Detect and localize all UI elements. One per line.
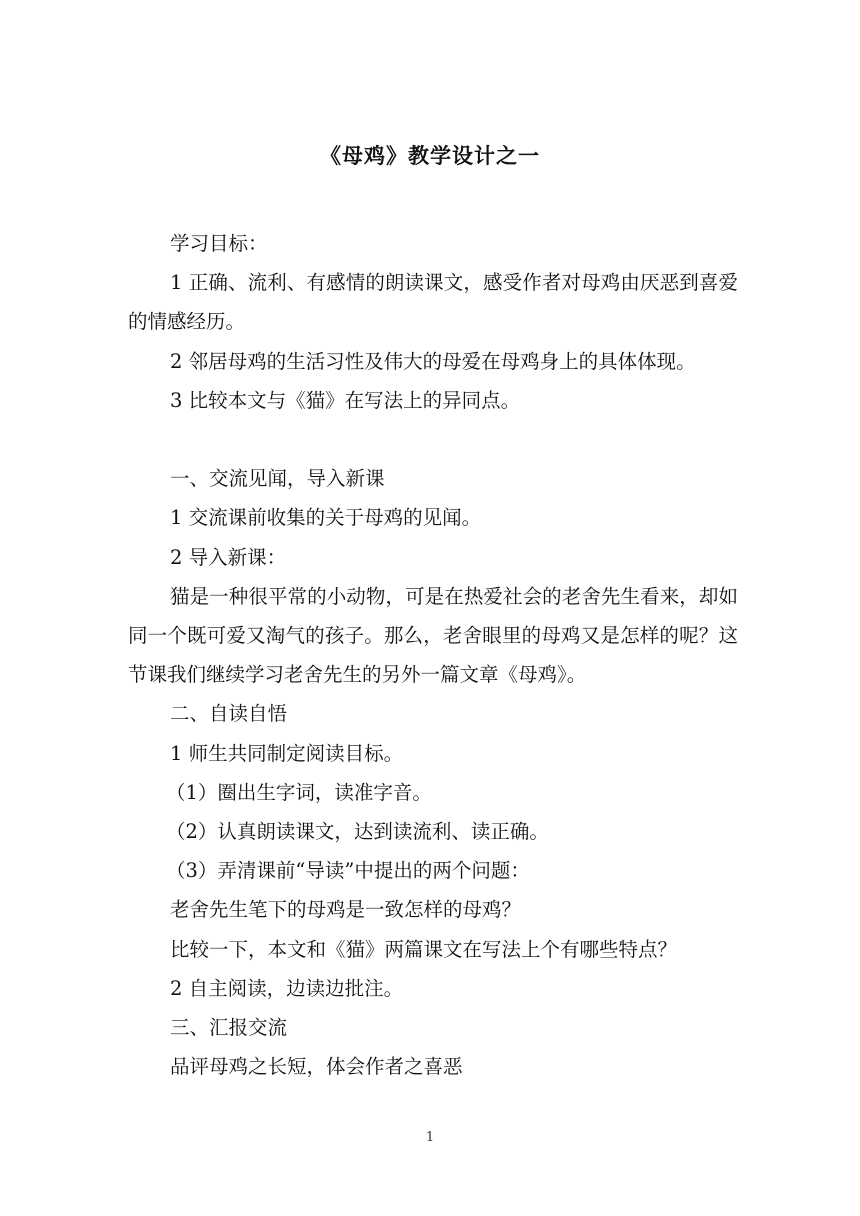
paragraph-sub-3: （3）弄清课前“导读”中提出的两个问题： xyxy=(166,859,530,883)
paragraph-step-3-1: 品评母鸡之长短，体会作者之喜恶 xyxy=(170,1055,463,1079)
paragraph-sub-2: （2）认真朗读课文，达到读流利、读正确。 xyxy=(166,820,549,844)
paragraph-step-2-1: 1 师生共同制定阅读目标。 xyxy=(170,741,404,765)
paragraph-step-1-2: 2 导入新课： xyxy=(170,545,287,569)
paragraph-step-2-2: 2 自主阅读，边读边批注。 xyxy=(170,976,404,1000)
paragraph-objective-1: 1 正确、流利、有感情的朗读课文，感受作者对母鸡由厌恶到喜爱的情感经历。 xyxy=(128,271,738,334)
paragraph-question-2: 比较一下，本文和《猫》两篇课文在写法上个有哪些特点？ xyxy=(170,937,678,961)
section-heading-1: 一、交流见闻，导入新课 xyxy=(170,467,385,491)
page-number: 1 xyxy=(425,1130,435,1145)
section-heading-2: 二、自读自悟 xyxy=(170,702,288,726)
document-body xyxy=(128,224,738,1086)
page-title: 《母鸡》教学设计之一 xyxy=(320,143,540,168)
paragraph-objective-2: 2 邻居母鸡的生活习性及伟大的母爱在母鸡身上的具体体现。 xyxy=(170,349,696,373)
paragraph-sub-1: （1）圈出生字词，读准字音。 xyxy=(166,780,432,804)
paragraph-step-1-1: 1 交流课前收集的关于母鸡的见闻。 xyxy=(170,506,482,530)
paragraph-objective-3: 3 比较本文与《猫》在写法上的异同点。 xyxy=(170,388,521,412)
paragraph-question-1: 老舍先生笔下的母鸡是一致怎样的母鸡？ xyxy=(170,898,522,922)
blank-line xyxy=(128,420,738,459)
section-heading-3: 三、汇报交流 xyxy=(170,1016,288,1040)
paragraph-objectives-heading: 学习目标： xyxy=(170,232,268,255)
paragraph-intro-text: 猫是一种很平常的小动物，可是在热爱社会的老舍先生看来，却如同一个既可爱又淘气的孩子。那么，老舍眼里的母鸡又是怎样的呢？这节课我们继续学习老舍先生的另外一篇文章《母鸡》。 xyxy=(128,584,738,687)
